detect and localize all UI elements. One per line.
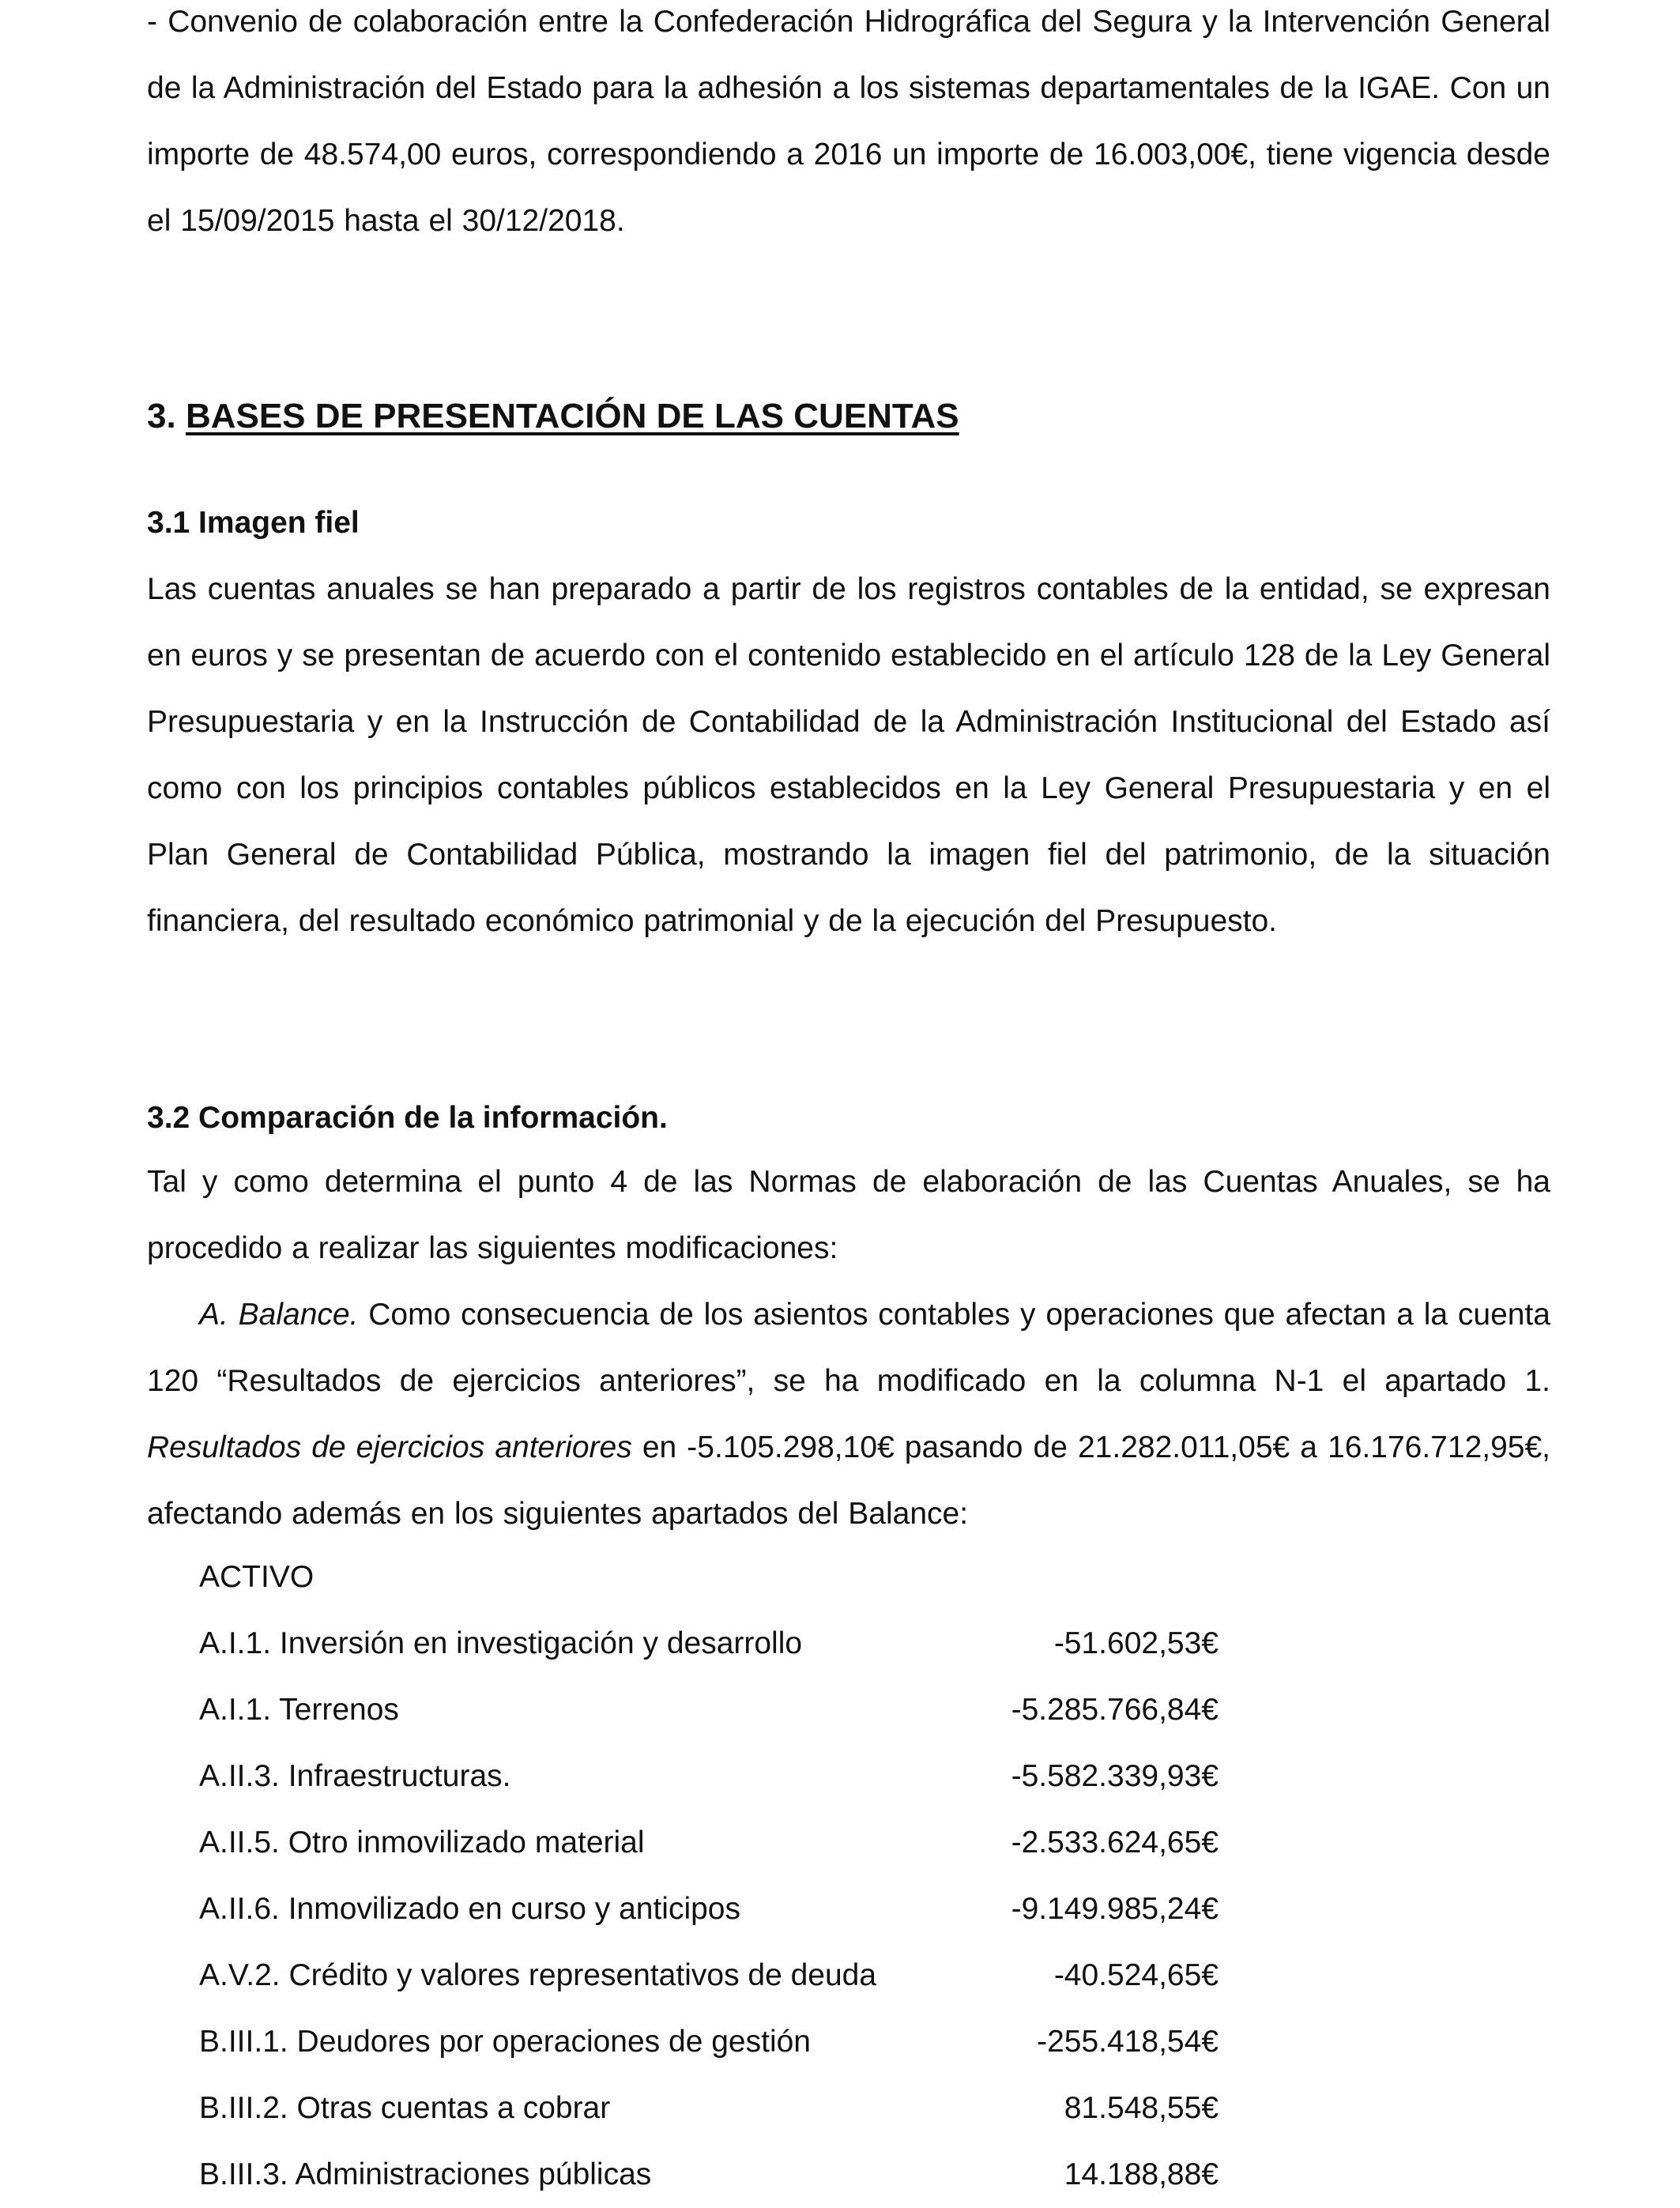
balance-italic-part: Resultados de ejercicios anteriores: [147, 1430, 632, 1464]
section-3-heading-block: [147, 393, 1550, 440]
activo-row: [199, 2142, 1305, 2208]
activo-row: [199, 1876, 1305, 1942]
activo-heading: ACTIVO: [199, 1560, 315, 1594]
section-3-2-block: [147, 1095, 1550, 1142]
activo-row: [199, 1810, 1305, 1876]
activo-row-value: -51.602,53€: [1053, 1626, 1219, 1660]
balance-text-part2: en -5.105.298,10€ pasando de 21.282.011,05€ a 16.176.712,95€, afectando además en los siguientes apartados del Balance:: [147, 1430, 1550, 1531]
activo-row-label: B.III.2. Otras cuentas a cobrar: [199, 2091, 611, 2125]
activo-row-label: A.II.3. Infraestructuras.: [199, 1759, 511, 1793]
activo-row-value: 14.188,88€: [1064, 2157, 1219, 2191]
activo-row: [199, 1611, 1305, 1677]
activo-row: [199, 2009, 1305, 2075]
activo-row: [199, 1743, 1305, 1810]
activo-row-value: 81.548,55€: [1064, 2091, 1219, 2125]
activo-rows: [199, 1611, 1305, 2208]
activo-row: [199, 1942, 1305, 2009]
activo-row-label: A.II.5. Otro inmovilizado material: [199, 1826, 645, 1859]
section-3-1-paragraph: Las cuentas anuales se han preparado a partir de los registros contables de la entidad, se expresan en euros y se presentan de acuerdo con el contenido establecido en el artículo 128 de la Ley General Presupuestaria y en la Instrucción de Contabilidad de la Administración Institucional del Estado así como con los principios contables públicos establecidos en la Ley General Presupuestaria y en el Plan General de Contabilidad Pública, mostrando la imagen fiel del patrimonio, de la situación financiera, del resultado económico patrimonial y de la ejecución del Presupuesto.: [147, 572, 1550, 938]
section-3-1-heading: 3.1 Imagen fiel: [147, 506, 360, 540]
activo-row-label: A.V.2. Crédito y valores representativos de deuda: [199, 1958, 877, 1992]
activo-list: [199, 1544, 1305, 2208]
activo-row-value: -9.149.985,24€: [1011, 1892, 1219, 1926]
activo-row: [199, 2075, 1305, 2142]
balance-text-part1: Como consecuencia de los asientos contables y operaciones que afectan a la cuenta 120 “Resultados de ejercicios anteriores”, se ha modificado en la columna N-1 el apartado 1.: [147, 1298, 1550, 1398]
balance-label: A. Balance.: [199, 1298, 359, 1332]
activo-row-value: -5.285.766,84€: [1011, 1693, 1219, 1727]
section-3-2-heading: 3.2 Comparación de la información.: [147, 1101, 668, 1135]
activo-row-label: A.I.1. Inversión en investigación y desarrollo: [199, 1626, 803, 1660]
intro-paragraph-block: [147, 0, 1550, 254]
activo-row-label: B.III.1. Deudores por operaciones de gestión: [199, 2025, 811, 2059]
activo-row-value: -2.533.624,65€: [1011, 1826, 1219, 1859]
section-3-number: 3.: [147, 397, 176, 435]
section-3-2-intro-block: [147, 1149, 1550, 1282]
activo-row-label: B.III.3. Administraciones públicas: [199, 2157, 652, 2191]
section-3-heading: [147, 393, 1550, 440]
activo-row-value: -40.524,65€: [1053, 1958, 1219, 1992]
section-3-1-block: [147, 499, 1550, 547]
activo-row-value: -255.418,54€: [1037, 2025, 1219, 2059]
balance-paragraph-block: [147, 1282, 1550, 1547]
balance-paragraph: [147, 1282, 1550, 1547]
intro-paragraph: - Convenio de colaboración entre la Confederación Hidrográfica del Segura y la Intervención General de la Administración del Estado para la adhesión a los sistemas departamentales de la IGAE. Con un importe de 48.574,00 euros, correspondiendo a 2016 un importe de 16.003,00€, tiene vigencia desde el 15/09/2015 hasta el 30/12/2018.: [147, 5, 1550, 238]
section-3-title: BASES DE PRESENTACIÓN DE LAS CUENTAS: [185, 397, 959, 435]
section-3-1-body-block: [147, 556, 1550, 955]
activo-row-label: A.II.6. Inmovilizado en curso y anticipos: [199, 1892, 740, 1926]
section-3-2-intro: Tal y como determina el punto 4 de las Normas de elaboración de las Cuentas Anuales, se ha procedido a realizar las siguientes modificaciones:: [147, 1165, 1550, 1265]
activo-row: [199, 1677, 1305, 1743]
activo-row-value: -5.582.339,93€: [1011, 1759, 1219, 1793]
activo-row-label: A.I.1. Terrenos: [199, 1693, 399, 1727]
